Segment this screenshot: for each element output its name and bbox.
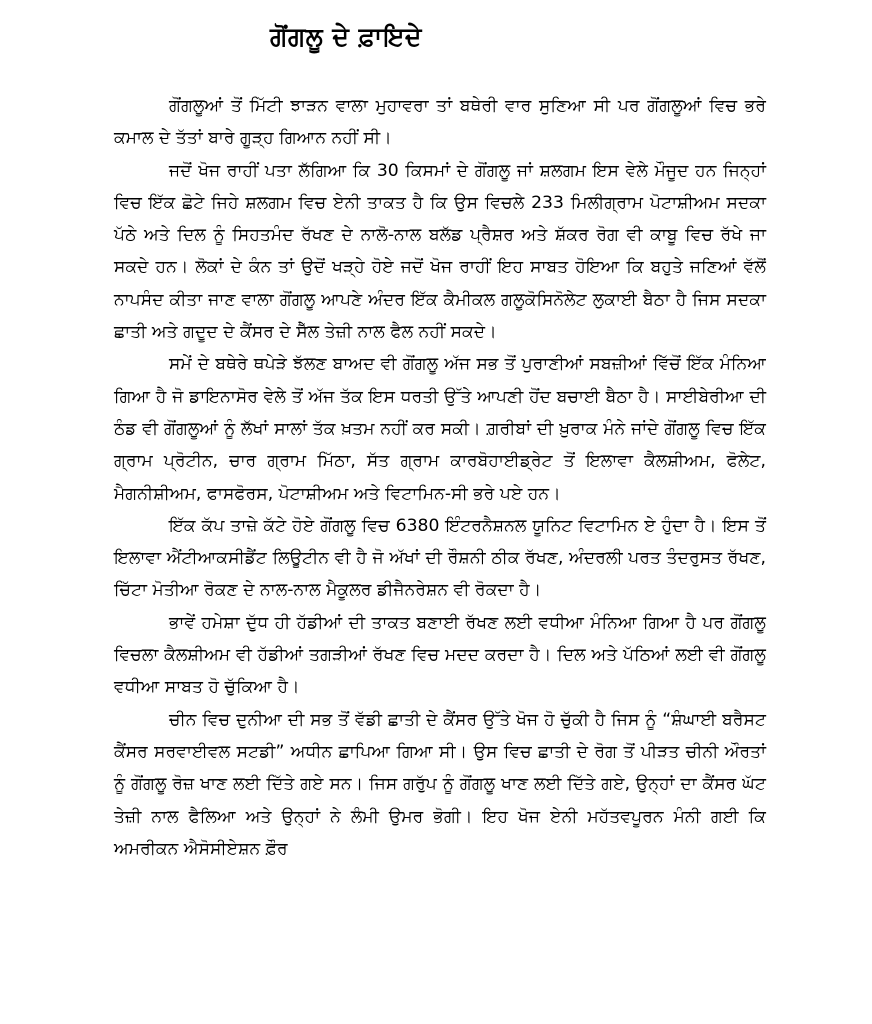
page-title: ਗੋਂਗਲੂ ਦੇ ਫ਼ਾਇਦੇ — [270, 22, 422, 51]
paragraph-6: ਚੀਨ ਵਿਚ ਦੁਨੀਆ ਦੀ ਸਭ ਤੋਂ ਵੱਡੀ ਛਾਤੀ ਦੇ ਕੈਂਸਰ ਉੱਤੇ ਖੋਜ ਹੋ ਚੁੱਕੀ ਹੈ ਜਿਸ ਨੂੰ “ਸ਼ੰਘਾਈ ਬਰੈਸਟ ਕੈਂਸਰ ਸਰਵਾਈਵਲ ਸਟਡੀ” ਅਧੀਨ ਛਾਪਿਆ ਗਿਆ ਸੀ। ਉਸ ਵਿਚ ਛਾਤੀ ਦੇ ਰੋਗ ਤੋਂ ਪੀੜਤ ਚੀਨੀ ਔਰਤਾਂ ਨੂੰ ਗੋਂਗਲੂ ਰੋਜ਼ ਖਾਣ ਲਈ ਦਿੱਤੇ ਗਏ ਸਨ। ਜਿਸ ਗਰੁੱਪ ਨੂੰ ਗੋਂਗਲੂ ਖਾਣ ਲਈ ਦਿੱਤੇ ਗਏ, ਉਨ੍ਹਾਂ ਦਾ ਕੈਂਸਰ ਘੱਟ ਤੇਜ਼ੀ ਨਾਲ ਫੈਲਿਆ ਅਤੇ ਉਨ੍ਹਾਂ ਨੇ ਲੰਮੀ ਉਮਰ ਭੋਗੀ। ਇਹ ਖੋਜ ਏਨੀ ਮਹੱਤਵਪੂਰਨ ਮੰਨੀ ਗਈ ਕਿ ਅਮਰੀਕਨ ਐਸੋਸੀਏਸ਼ਨ ਫ਼ੌਰ — [114, 709, 766, 859]
article-body — [114, 90, 766, 865]
paragraph-1: ਗੋਂਗਲੂਆਂ ਤੋਂ ਮਿੱਟੀ ਝਾੜਨ ਵਾਲਾ ਮੁਹਾਵਰਾ ਤਾਂ ਬਥੇਰੀ ਵਾਰ ਸੁਣਿਆ ਸੀ ਪਰ ਗੋਂਗਲੂਆਂ ਵਿਚ ਭਰੇ ਕਮਾਲ ਦੇ ਤੱਤਾਂ ਬਾਰੇ ਗੂੜ੍ਹ ਗਿਆਨ ਨਹੀਂ ਸੀ। — [114, 96, 766, 149]
paragraph-2: ਜਦੋਂ ਖੋਜ ਰਾਹੀਂ ਪਤਾ ਲੱਗਿਆ ਕਿ 30 ਕਿਸਮਾਂ ਦੇ ਗੋਂਗਲੂ ਜਾਂ ਸ਼ਲਗਮ ਇਸ ਵੇਲੇ ਮੌਜੂਦ ਹਨ ਜਿਨ੍ਹਾਂ ਵਿਚ ਇੱਕ ਛੋਟੇ ਜਿਹੇ ਸ਼ਲਗਮ ਵਿਚ ਏਨੀ ਤਾਕਤ ਹੈ ਕਿ ਉਸ ਵਿਚਲੇ 233 ਮਿਲੀਗ੍ਰਾਮ ਪੋਟਾਸ਼ੀਅਮ ਸਦਕਾ ਪੱਠੇ ਅਤੇ ਦਿਲ ਨੂੰ ਸਿਹਤਮੰਦ ਰੱਖਣ ਦੇ ਨਾਲੋ-ਨਾਲ ਬਲੱਡ ਪ੍ਰੈਸ਼ਰ ਅਤੇ ਸ਼ੱਕਰ ਰੋਗ ਵੀ ਕਾਬੂ ਵਿਚ ਰੱਖੇ ਜਾ ਸਕਦੇ ਹਨ। ਲੋਕਾਂ ਦੇ ਕੰਨ ਤਾਂ ਉਦੋਂ ਖੜ੍ਹੇ ਹੋਏ ਜਦੋਂ ਖੋਜ ਰਾਹੀਂ ਇਹ ਸਾਬਤ ਹੋਇਆ ਕਿ ਬਹੁਤੇ ਜਣਿਆਂ ਵੱਲੋਂ ਨਾਪਸੰਦ ਕੀਤਾ ਜਾਣ ਵਾਲਾ ਗੋਂਗਲੂ ਆਪਣੇ ਅੰਦਰ ਇੱਕ ਕੈਮੀਕਲ ਗਲੂਕੋਸਿਨੋਲੇਟ ਲੁਕਾਈ ਬੈਠਾ ਹੈ ਜਿਸ ਸਦਕਾ ਛਾਤੀ ਅਤੇ ਗਦੂਦ ਦੇ ਕੈਂਸਰ ਦੇ ਸੈੱਲ ਤੇਜ਼ੀ ਨਾਲ ਫੈਲ ਨਹੀਂ ਸਕਦੇ। — [114, 160, 766, 343]
paragraph-5: ਭਾਵੇਂ ਹਮੇਸ਼ਾ ਦੁੱਧ ਹੀ ਹੱਡੀਆਂ ਦੀ ਤਾਕਤ ਬਣਾਈ ਰੱਖਣ ਲਈ ਵਧੀਆ ਮੰਨਿਆ ਗਿਆ ਹੈ ਪਰ ਗੋਂਗਲੂ ਵਿਚਲਾ ਕੈਲਸ਼ੀਅਮ ਵੀ ਹੱਡੀਆਂ ਤਗੜੀਆਂ ਰੱਖਣ ਵਿਚ ਮਦਦ ਕਰਦਾ ਹੈ। ਦਿਲ ਅਤੇ ਪੱਠਿਆਂ ਲਈ ਵੀ ਗੋਂਗਲੂ ਵਧੀਆ ਸਾਬਤ ਹੋ ਚੁੱਕਿਆ ਹੈ। — [114, 612, 766, 698]
paragraph-4: ਇੱਕ ਕੱਪ ਤਾਜ਼ੇ ਕੱਟੇ ਹੋਏ ਗੋਂਗਲੂ ਵਿਚ 6380 ਇੰਟਰਨੈਸ਼ਨਲ ਯੂਨਿਟ ਵਿਟਾਮਿਨ ਏ ਹੁੰਦਾ ਹੈ। ਇਸ ਤੋਂ ਇਲਾਵਾ ਐਂਟੀਆਕਸੀਡੈਂਟ ਲਿਊਟੀਨ ਵੀ ਹੈ ਜੋ ਅੱਖਾਂ ਦੀ ਰੌਸ਼ਨੀ ਠੀਕ ਰੱਖਣ, ਅੰਦਰਲੀ ਪਰਤ ਤੰਦਰੁਸਤ ਰੱਖਣ, ਚਿੱਟਾ ਮੋਤੀਆ ਰੋਕਣ ਦੇ ਨਾਲ-ਨਾਲ ਮੈਕੂਲਰ ਡੀਜੈਨਰੇਸ਼ਨ ਵੀ ਰੋਕਦਾ ਹੈ। — [114, 515, 766, 601]
paragraph-3: ਸਮੇਂ ਦੇ ਬਥੇਰੇ ਥਪੇੜੇ ਝੱਲਣ ਬਾਅਦ ਵੀ ਗੋਂਗਲੂ ਅੱਜ ਸਭ ਤੋਂ ਪੁਰਾਣੀਆਂ ਸਬਜ਼ੀਆਂ ਵਿੱਚੋਂ ਇੱਕ ਮੰਨਿਆ ਗਿਆ ਹੈ ਜੋ ਡਾਇਨਾਸੋਰ ਵੇਲੇ ਤੋਂ ਅੱਜ ਤੱਕ ਇਸ ਧਰਤੀ ਉੱਤੇ ਆਪਣੀ ਹੋਂਦ ਬਚਾਈ ਬੈਠਾ ਹੈ। ਸਾਈਬੇਰੀਆ ਦੀ ਠੰਡ ਵੀ ਗੋਂਗਲੂਆਂ ਨੂੰ ਲੱਖਾਂ ਸਾਲਾਂ ਤੱਕ ਖ਼ਤਮ ਨਹੀਂ ਕਰ ਸਕੀ। ਗ਼ਰੀਬਾਂ ਦੀ ਖ਼ੁਰਾਕ ਮੰਨੇ ਜਾਂਦੇ ਗੋਂਗਲੂ ਵਿਚ ਇੱਕ ਗ੍ਰਾਮ ਪ੍ਰੋਟੀਨ, ਚਾਰ ਗ੍ਰਾਮ ਮਿੱਠਾ, ਸੱਤ ਗ੍ਰਾਮ ਕਾਰਬੋਹਾਈਡ੍ਰੇਟ ਤੋਂ ਇਲਾਵਾ ਕੈਲਸ਼ੀਅਮ, ਫੋਲੇਟ, ਮੈਗਨੀਸ਼ੀਅਮ, ਫਾਸਫੋਰਸ, ਪੋਟਾਸ਼ੀਅਮ ਅਤੇ ਵਿਟਾਮਿਨ-ਸੀ ਭਰੇ ਪਏ ਹਨ। — [114, 354, 766, 504]
